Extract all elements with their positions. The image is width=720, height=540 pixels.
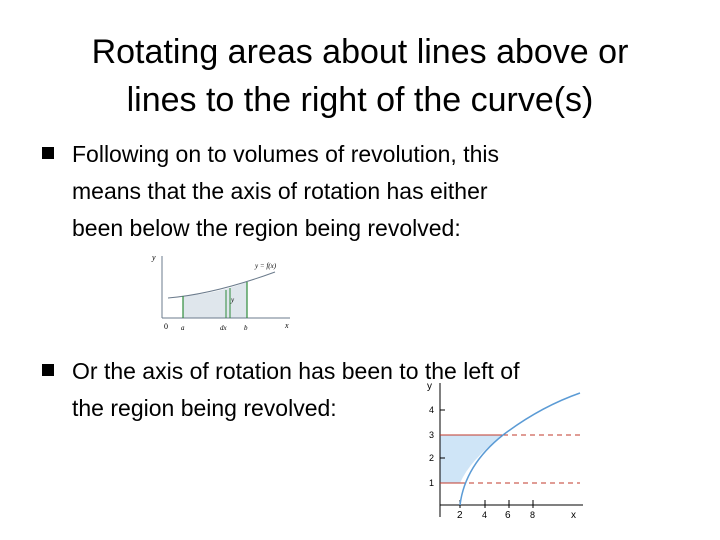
title-line-1: Rotating areas about lines above or: [91, 33, 629, 71]
fig1-curve-label: y = f(x): [255, 262, 277, 270]
slide-title: [20, 28, 700, 124]
fig2-xtick-4: 4: [482, 510, 488, 520]
shaded-region: [183, 282, 247, 318]
fig2-ytick-4: 4: [429, 405, 435, 415]
bullet-1-line-2: means that the axis of rotation has either: [72, 178, 488, 204]
fig2-ytick-2: 2: [429, 453, 435, 463]
fig2-ytick-1: 1: [429, 478, 435, 488]
fig1-y-label: y: [152, 253, 156, 262]
fig1-b-label: b: [244, 324, 248, 332]
bullet-2-line-1: Or the axis of rotation has been to the left of: [72, 358, 520, 384]
bullet-2-line-2: the region being revolved:: [72, 395, 337, 421]
fig2-y-label: y: [427, 381, 432, 392]
fig2-xtick-6: 6: [505, 510, 511, 521]
figure-region-left-axis: [405, 375, 585, 525]
title-line-2: lines to the right of the curve(s): [126, 81, 594, 119]
fig2-ytick-3: 3: [429, 430, 435, 440]
bullet-point-1: [72, 136, 672, 247]
fig1-dx-label: dx: [220, 324, 227, 332]
fig1-a-label: a: [181, 324, 185, 332]
fig1-strip-label: y: [231, 296, 235, 304]
fig1-origin-label: 0: [164, 322, 168, 331]
fig2-xtick-2: 2: [457, 510, 463, 521]
fig1-x-label: x: [285, 321, 289, 330]
bullet-1-line-3: been below the region being revolved:: [72, 215, 461, 241]
figure-area-under-curve: [140, 250, 305, 335]
fig2-x-label: x: [571, 510, 576, 521]
fig2-xtick-8: 8: [530, 510, 536, 520]
bullet-square-icon: [42, 364, 54, 376]
bullet-square-icon: [42, 147, 54, 159]
bullet-1-line-1: Following on to volumes of revolution, this: [72, 141, 499, 167]
